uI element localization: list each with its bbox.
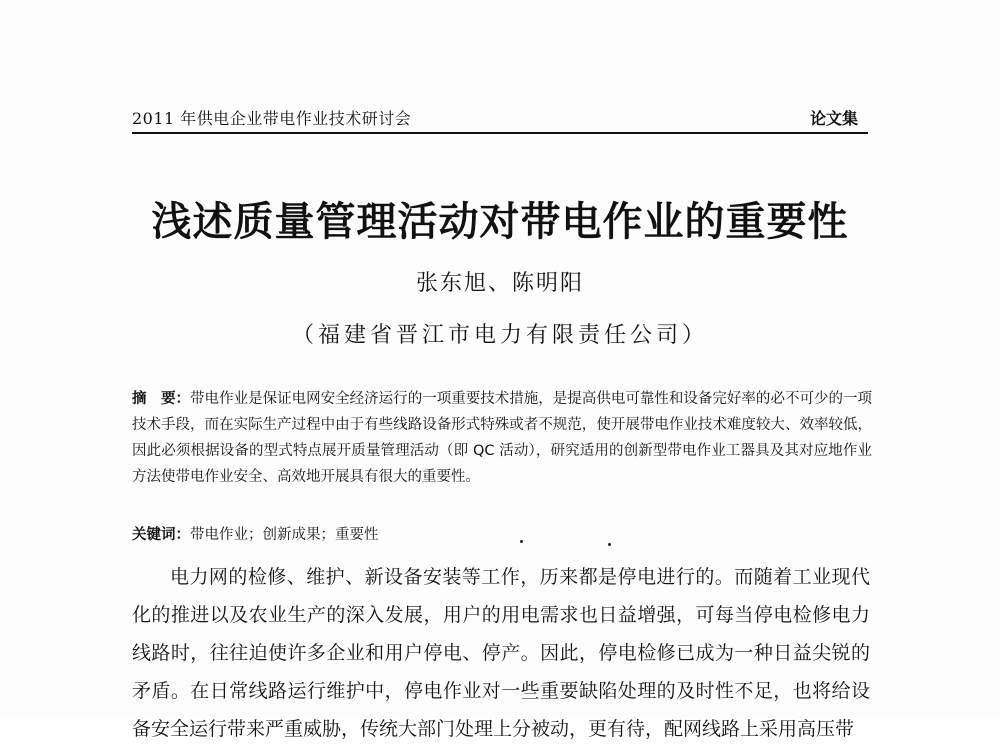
paper-title: 浅述质量管理活动对带电作业的重要性	[151, 199, 849, 245]
collection-label: 论文集	[809, 109, 858, 128]
abstract	[132, 386, 872, 490]
conference-name: 2011 年供电企业带电作业技术研讨会	[132, 109, 412, 128]
abstract-label: 摘 要：	[132, 391, 191, 407]
affiliation: （福建省晋江市电力有限责任公司）	[291, 323, 708, 348]
running-header	[132, 106, 868, 134]
keywords-label: 关键词：	[132, 527, 190, 543]
keywords	[132, 522, 872, 548]
scan-speck	[608, 543, 611, 546]
body-paragraph: 电力网的检修、维护、新设备安装等工作，历来都是停电进行的。而随着工业现代化的推进以及农业生产的深入发展，用户的用电需求也日益增强，可每当停电检修电力线路时，往往迫使许多企业和用户停电、停产。因此，停电检修已成为一种日益尖锐的矛盾。在日常线路运行维护中，停电作业对一些重要缺陷处理的及时性不足，也将给设备安全运行带来严重威胁，传统大部门处理上分被动，更有待，配网线路上采用高压带	[132, 566, 870, 740]
keywords-text: 带电作业；创新成果；重要性	[190, 527, 379, 543]
authors: 张东旭、陈明阳	[415, 271, 584, 296]
scan-speck	[520, 540, 523, 543]
abstract-text: 带电作业是保证电网安全经济运行的一项重要技术措施，是提高供电可靠性和设备完好率的必不可少的一项技术手段，而在实际生产过程中由于有些线路设备形式特殊或者不规范，使开展带电作业技术难度较大、效率较低，因此必须根据设备的型式特点展开质量管理活动（即 QC 活动），研究适用的创新型带电作业工器具及其对应地作业方法使带电作业安全、高效地开展具有很大的重要性。	[132, 391, 873, 485]
